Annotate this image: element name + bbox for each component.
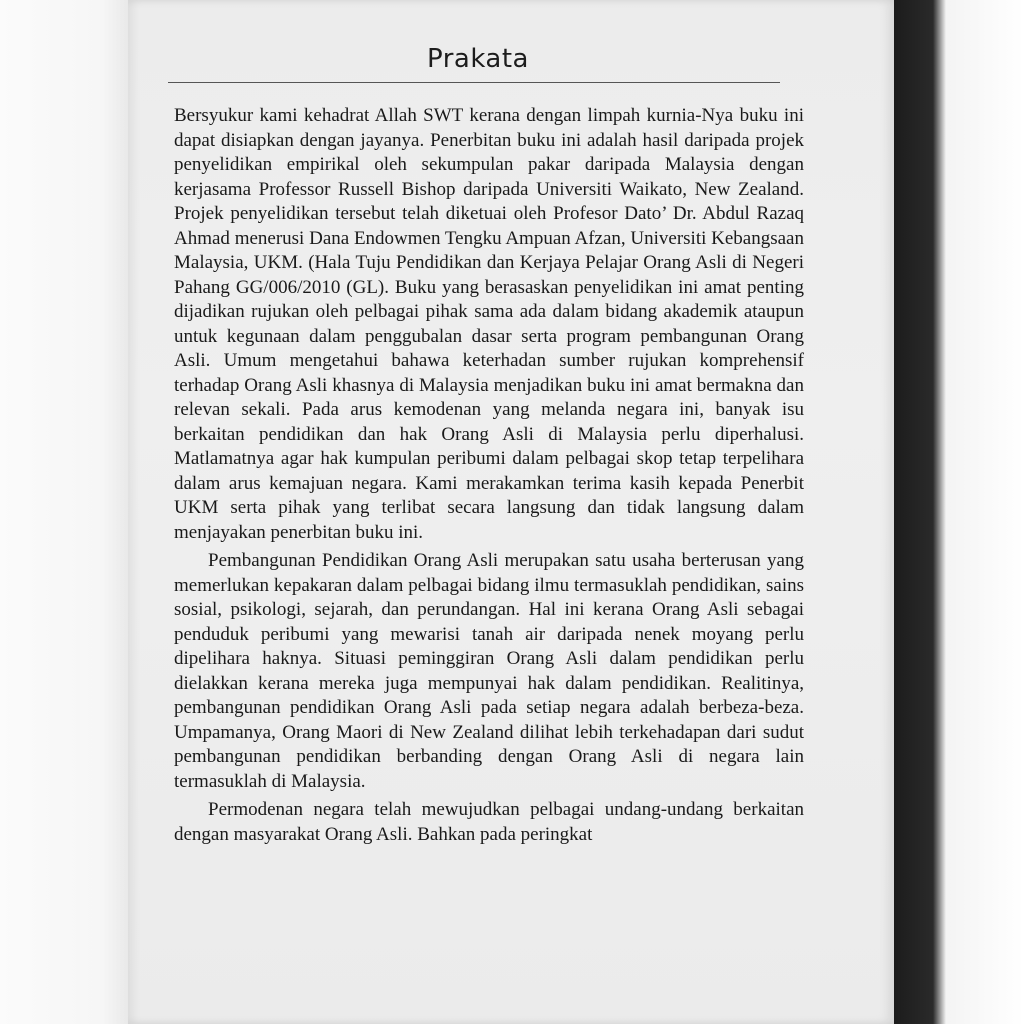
title-underline (168, 82, 780, 83)
paragraph-1: Bersyukur kami kehadrat Allah SWT kerana dengan limpah kurnia-Nya buku ini dapat disiapkan dengan jayanya. Penerbitan buku ini adalah hasil daripada projek penyelidikan empirikal oleh sekumpulan pakar daripada Malaysia dengan kerjasama Professor Russell Bishop daripada Universiti Waikato, New Zealand. Projek penyelidikan tersebut telah diketuai oleh Profesor Dato’ Dr. Abdul Razaq Ahmad menerusi Dana Endowmen Tengku Ampuan Afzan, Universiti Kebangsaan Malaysia, UKM. (Hala Tuju Pendidikan dan Kerjaya Pelajar Orang Asli di Negeri Pahang GG/006/2010 (GL). Buku yang berasaskan penyelidikan ini amat penting dijadikan rujukan oleh pelbagai pihak sama ada dalam bidang akademik ataupun untuk kegunaan dalam penggubalan dasar serta program pembangunan Orang Asli. Umum mengetahui bahawa keterhadan sumber rujukan komprehensif terhadap Orang Asli khasnya di Malaysia menjadikan buku ini amat bermakna dan relevan sekali. Pada arus kemodenan yang melanda negara ini, banyak isu berkaitan pendidikan dan hak Orang Asli di Malaysia perlu diperhalusi. Matlamatnya agar hak kumpulan peribumi dalam pelbagai skop tetap terpelihara dalam arus kemajuan negara. Kami merakamkan terima kasih kepada Penerbit UKM serta pihak yang terlibat secara langsung dan tidak langsung dalam menjayakan penerbitan buku ini. (174, 105, 804, 543)
page-title: Prakata (426, 44, 529, 74)
background-right (894, 0, 1024, 1024)
paragraph-2: Pembangunan Pendidikan Orang Asli merupakan satu usaha berterusan yang memerlukan kepakaran dalam pelbagai bidang ilmu termasuklah pendidikan, sains sosial, psikologi, sejarah, dan perundangan. Hal ini kerana Orang Asli sebagai penduduk peribumi yang mewarisi tanah air daripada nenek moyang perlu dipelihara haknya. Situasi peminggiran Orang Asli dalam pendidikan perlu dielakkan kerana mereka juga mempunyai hak dalam pendidikan. Realitinya, pembangunan pendidikan Orang Asli pada setiap negara adalah berbeza-beza. Umpamanya, Orang Maori di New Zealand dilihat lebih terkehadapan dari sudut pembangunan pendidikan berbanding dengan Orang Asli di negara lain termasuklah di Malaysia. (174, 550, 804, 792)
body-text (174, 104, 804, 851)
paragraph-3: Permodenan negara telah mewujudkan pelbagai undang-undang berkaitan dengan masyarakat Orang Asli. Bahkan pada peringkat (174, 799, 804, 845)
book-page (128, 0, 894, 1024)
background-left (0, 0, 128, 1024)
